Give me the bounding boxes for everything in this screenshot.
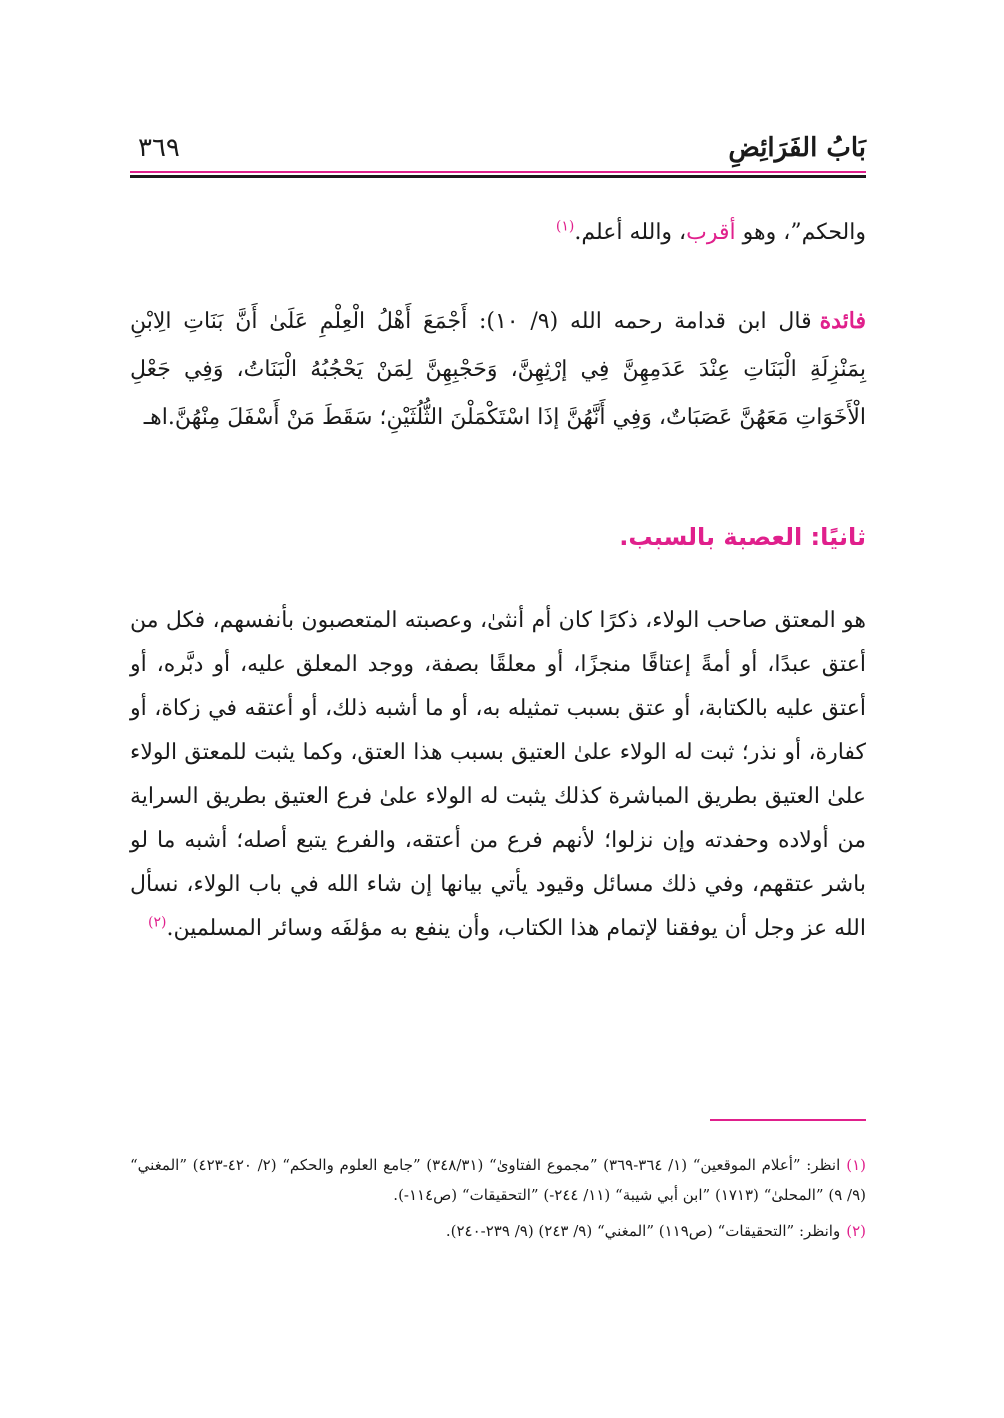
intro-paragraph: [130, 210, 866, 256]
main-paragraph: [130, 599, 866, 951]
intro-text-after: ، والله أعلم.: [574, 220, 687, 245]
footnote-1: [130, 1150, 866, 1210]
footnote-2-number: (٢): [846, 1222, 866, 1240]
header-rule-thin: [130, 171, 866, 173]
footnote-2: [130, 1216, 866, 1246]
footnotes: [130, 1150, 866, 1252]
faida-label: فائدة: [819, 308, 867, 334]
section-heading: ثانيًا: العصبة بالسبب.: [619, 523, 866, 551]
chapter-title: بَابُ الفَرَائِضِ: [728, 133, 866, 163]
footnote-ref-2[interactable]: (٢): [147, 914, 167, 931]
footnote-separator: [710, 1119, 866, 1121]
intro-highlight: أقرب: [686, 220, 736, 245]
footnote-ref-1[interactable]: (١): [555, 218, 575, 235]
main-text: هو المعتق صاحب الولاء، ذكرًا كان أم أنثىٰ، وعصبته المتعصبون بأنفسهم، فكل من أعتق عبدًا، أو أمةً إعتاقًا منجزًا، أو معلقًا بصفة، ووجد المعلق عليه، أو دبَّره، أو أعتق عليه بالكتابة، أو عتق بسبب تمثيله به، أو ما أشبه ذلك، أو أعتقه في زكاة، أو كفارة، أو نذر؛ ثبت له الولاء علىٰ العتيق بسبب هذا العتق، وكما يثبت للمعتق الولاء علىٰ العتيق بطريق المباشرة كذلك يثبت له الولاء علىٰ فرع العتيق بطريق السراية من أولاده وحفدته وإن نزلوا؛ لأنهم فرع من أعتقه، والفرع يتبع أصله؛ أشبه ما لو باشر عتقهم، وفي ذلك مسائل وقيود يأتي بيانها إن شاء الله في باب الولاء، نسأل الله عز وجل أن يوفقنا لإتمام هذا الكتاب، وأن ينفع به مؤلفَه وسائر المسلمين.: [130, 608, 866, 941]
footnote-2-text: وانظر: ”التحقيقات“ (ص١١٩) ”المغني“ (٩/ ٢٤٣) (٩/ ٢٣٩-٢٤٠).: [445, 1222, 841, 1240]
faida-text: قال ابن قدامة رحمه الله (٩/ ١٠): أَجْمَعَ أَهْلُ الْعِلْمِ عَلَىٰ أَنَّ بَنَاتِ الِابْنِ بِمَنْزِلَةِ الْبَنَاتِ عِنْدَ عَدَمِهِنَّ فِي إرْثِهِنَّ، وَحَجْبِهِنَّ لِمَنْ يَحْجُبُهُ الْبَنَاتُ، وَفِي جَعْلِ الْأَخَوَاتِ مَعَهُنَّ عَصَبَاتٌ، وَفِي أَنَّهُنَّ إذَا اسْتَكْمَلْنَ الثُّلُثَيْنِ؛ سَقَطَ مَنْ أَسْفَلَ مِنْهُنَّ.اهـ: [130, 309, 866, 430]
footnote-1-number: (١): [846, 1156, 867, 1174]
faida-paragraph: [130, 297, 866, 442]
page-number: ٣٦٩: [138, 133, 180, 163]
header-rule-thick: [130, 175, 866, 178]
page-header: [130, 128, 866, 168]
footnote-1-text: انظر: ”أعلام الموقعين“ (١/ ٣٦٤-٣٦٩) ”مجموع الفتاوىٰ“ (٣٤٨/٣١) ”جامع العلوم والحكم“ (٢/ ٤٢٠-٤٢٣) ”المغني“ (٩/ ٩) ”المحلىٰ“ (١٧١٣) ”ابن أبي شيبة“ (١١/ ٢٤٤-) ”التحقيقات“ (ص١١٤-).: [130, 1156, 866, 1204]
intro-text-before: والحكم”، وهو: [735, 220, 866, 245]
